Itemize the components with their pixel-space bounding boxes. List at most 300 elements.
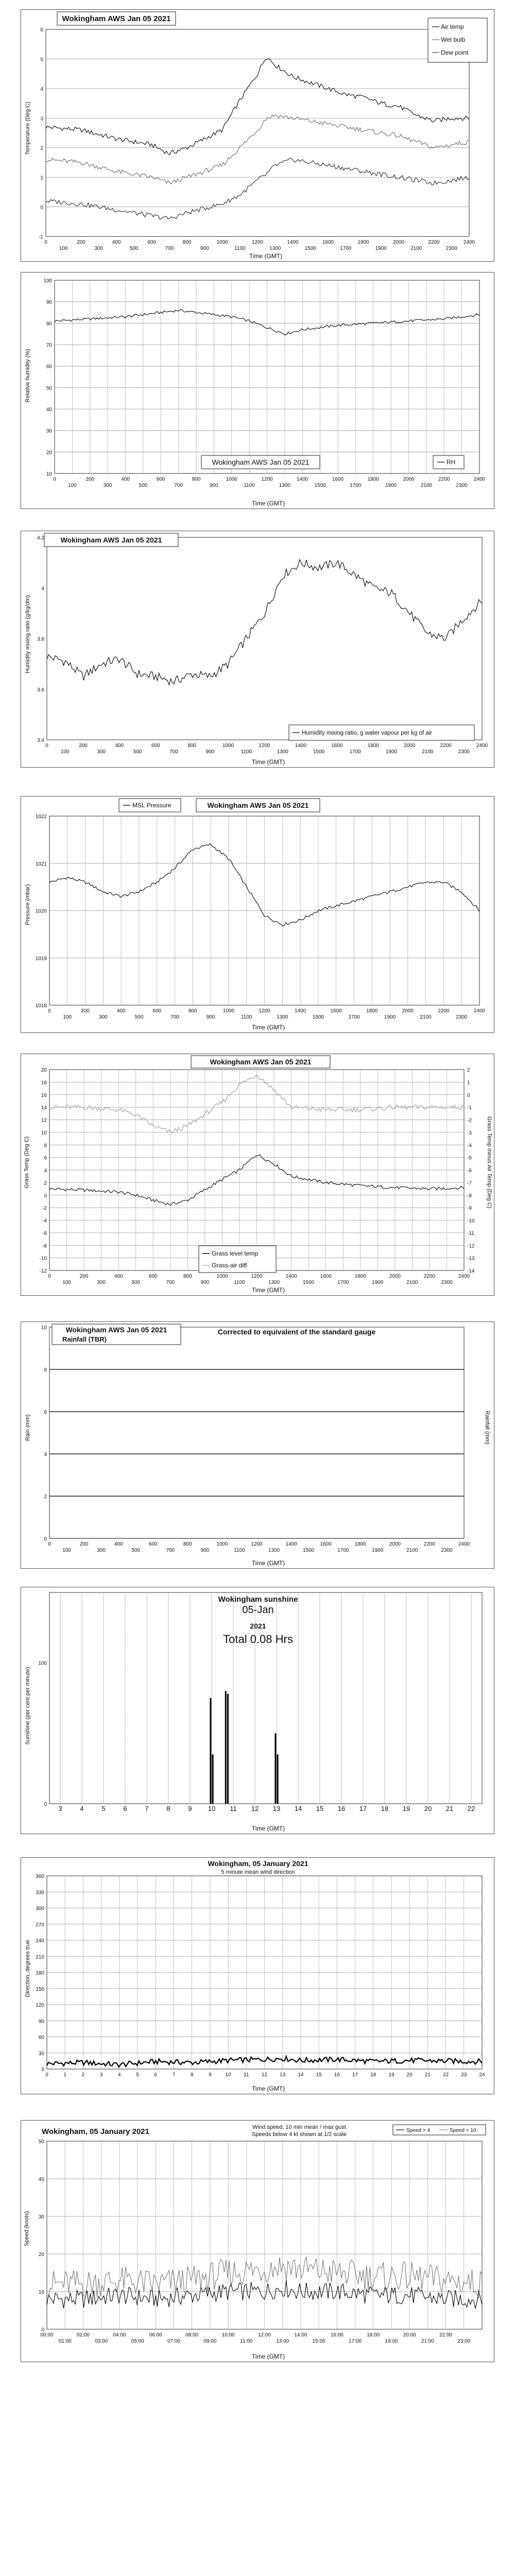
direction-ytick-label: 60 (38, 2035, 44, 2041)
direction-chart-subtitle: 5 minute mean wind direction (221, 1869, 295, 1875)
sunshine-xtick-label: 4 (80, 1805, 84, 1812)
grass-y2tick-label: -4 (467, 1143, 472, 1149)
mixing-xtick-label: 900 (205, 749, 215, 755)
sunshine-xtick-label: 22 (467, 1805, 475, 1812)
rain-xtick-label: 1100 (234, 1548, 245, 1553)
rain-xtick-label: 1900 (372, 1548, 384, 1553)
grass-xtick-label: 200 (79, 1274, 89, 1279)
temperature-legend-dew: Dew point (441, 49, 469, 56)
humidity-ytick-label: 80 (46, 321, 52, 327)
pressure-chart-title: Wokingham AWS Jan 05 2021 (207, 801, 309, 809)
mixing-ytick-label: 3.8 (37, 636, 44, 642)
temperature-xtick-label: 1600 (322, 240, 334, 245)
rain-yticks (41, 1325, 47, 1542)
grass-ytick-label: 18 (41, 1080, 47, 1086)
mixing-xtick-label: 500 (133, 749, 142, 755)
direction-yticks (36, 1874, 44, 2073)
humidity-xtick-label: 2300 (456, 483, 468, 488)
sunshine-xtick-label: 18 (381, 1805, 389, 1812)
mixing-xtick-label: 2000 (404, 743, 416, 749)
grass-y2tick-label: 1 (467, 1080, 470, 1086)
pressure-ytick-label: 1019 (35, 956, 47, 962)
pressure-legend: MSL Pressure (132, 802, 171, 809)
rain-xtick-label: 1700 (337, 1548, 349, 1553)
direction-xtick-label: 18 (370, 2072, 376, 2078)
sunshine-ytick-label: 100 (38, 1660, 47, 1667)
humidity-ytick-label: 70 (46, 343, 52, 348)
temperature-xtick-label: 1100 (234, 246, 246, 251)
wind-ytick-label: 50 (38, 2139, 44, 2145)
temperature-xtick-label: 700 (165, 246, 174, 251)
mixing-xtick-label: 1400 (295, 743, 307, 749)
rain-xtick-label: 2200 (423, 1541, 436, 1547)
temperature-xtick-label: 1700 (340, 246, 352, 251)
grass-xtick-label: 900 (200, 1280, 210, 1285)
grass-y2tick-label: -6 (467, 1168, 472, 1174)
pressure-grid (49, 816, 479, 1005)
grass-xtick-label: 2200 (423, 1274, 436, 1279)
sunshine-yticks (38, 1661, 47, 1807)
wind-xtick-label: 22:00 (439, 2332, 453, 2338)
direction-chart (21, 1857, 494, 2094)
pressure-xtick-label: 1000 (222, 1008, 235, 1014)
grass-xtick-label: 2400 (458, 1274, 470, 1279)
temperature-xtick-label: 2000 (392, 240, 405, 245)
mixing-xtick-label: 1200 (259, 743, 270, 749)
pressure-xtick-label: 0 (48, 1008, 51, 1014)
pressure-xtick-label: 800 (188, 1008, 197, 1014)
rain-note: Corrected to equivalent of the standard gauge (217, 1328, 376, 1336)
direction-xtick-label: 2 (81, 2072, 85, 2078)
wind-xtick-label: 14:00 (294, 2332, 307, 2338)
direction-xtick-label: 22 (443, 2072, 449, 2078)
direction-ytick-label: 240 (36, 1938, 44, 1944)
mixing-ytick-label: 4.2 (37, 535, 44, 541)
pressure-xtick-label: 100 (63, 1014, 72, 1020)
grass-y2tick-label: 0 (467, 1092, 470, 1098)
mixing-chart (21, 531, 494, 768)
mixing-series (47, 560, 482, 685)
sunshine-chart-svg (21, 1587, 495, 1835)
direction-xtick-label: 17 (352, 2072, 358, 2078)
temperature-plot-frame (46, 29, 469, 236)
temperature-series-line-air-temp (46, 58, 469, 155)
direction-xtick-label: 3 (99, 2072, 103, 2078)
rain-ylabel: Rain (mm) (25, 1414, 31, 1441)
direction-xtick-label: 21 (424, 2072, 431, 2078)
pressure-xtick-label: 1600 (330, 1008, 342, 1014)
humidity-ytick-label: 10 (46, 471, 52, 477)
direction-ytick-label: 0 (41, 2067, 44, 2073)
wind-ytick-label: 40 (38, 2177, 44, 2182)
humidity-xtick-label: 200 (85, 477, 95, 482)
wind-ylabel: Speed (knots) (24, 2211, 30, 2247)
humidity-ytick-label: 90 (46, 299, 52, 306)
temperature-xlabel: Time (GMT) (249, 252, 283, 260)
humidity-xtick-label: 1700 (350, 483, 362, 488)
grass-xtick-label: 2300 (441, 1280, 453, 1285)
rain-xlabel: Time (GMT) (251, 1560, 285, 1567)
direction-xtick-label: 0 (45, 2072, 48, 2078)
sunshine-xtick-label: 11 (230, 1805, 237, 1812)
temperature-xtick-label: 1000 (216, 240, 228, 245)
grass-xtick-label: 800 (183, 1274, 192, 1279)
mixing-xtick-label: 1500 (313, 749, 325, 755)
grass-xtick-label: 2000 (389, 1274, 401, 1279)
wind-xlabel: Time (GMT) (251, 2353, 285, 2360)
rain-xtick-label: 2100 (406, 1548, 418, 1553)
rain-chart-title: Wokingham AWS Jan 05 2021 (65, 1326, 167, 1334)
grass-ytick-label: -8 (42, 1243, 47, 1249)
sunshine-total: Total 0.08 Hrs (223, 1633, 293, 1646)
direction-xtick-label: 16 (334, 2072, 340, 2078)
grass-ytick-label: 8 (44, 1143, 47, 1149)
rain-xtick-label: 700 (166, 1548, 175, 1553)
wind-chart (21, 2120, 494, 2362)
temperature-xtick-label: 400 (112, 240, 121, 245)
temperature-chart-svg (21, 10, 495, 262)
rain-xtick-label: 0 (48, 1541, 51, 1547)
grass-xtick-label: 400 (114, 1274, 123, 1279)
grass-ytick-label: 6 (44, 1155, 47, 1161)
pressure-xtick-label: 300 (99, 1014, 108, 1020)
temperature-series-line-wet-bulb (46, 115, 469, 184)
humidity-grid (55, 280, 479, 473)
temperature-xtick-label: 1500 (304, 246, 316, 251)
direction-xtick-label: 24 (479, 2072, 485, 2078)
humidity-xtick-label: 300 (103, 483, 112, 488)
wind-xtick-label: 04:00 (113, 2332, 126, 2338)
sunshine-xtick-label: 3 (58, 1805, 62, 1812)
humidity-xtick-label: 2000 (403, 477, 415, 482)
pressure-yticks (36, 814, 47, 1009)
direction-xtick-label: 9 (209, 2072, 212, 2078)
humidity-xtick-label: 1100 (244, 483, 255, 488)
wind-xtick-label: 06:00 (149, 2332, 162, 2338)
wind-yticks (39, 2139, 45, 2333)
wind-ytick-label: 20 (38, 2252, 44, 2258)
sunshine-bar (277, 1754, 279, 1804)
mixing-xtick-label: 1700 (349, 749, 361, 755)
pressure-chart (21, 796, 494, 1033)
humidity-xtick-label: 1400 (297, 477, 308, 482)
wind-xtick-label: 07:00 (167, 2338, 180, 2344)
temperature-xtick-label: 1200 (251, 240, 264, 245)
humidity-ytick-label: 100 (43, 278, 52, 284)
direction-xtick-label: 5 (136, 2072, 139, 2078)
humidity-xtick-label: 1500 (314, 483, 326, 488)
grass-ytick-label: 20 (41, 1067, 47, 1073)
rain-xtick-label: 1800 (354, 1541, 366, 1547)
mixing-xtick-label: 2400 (476, 743, 488, 749)
grass-ytick-label: 2 (44, 1180, 47, 1187)
pressure-chart-svg (21, 796, 495, 1033)
grass-ytick-label: -12 (39, 1268, 47, 1274)
pressure-xtick-label: 200 (81, 1008, 90, 1014)
humidity-ylabel: Relative humidity (%) (25, 349, 31, 402)
wind-xtick-label: 05:00 (131, 2338, 144, 2344)
grass-xtick-label: 700 (166, 1280, 175, 1285)
rain-xtick-label: 1300 (268, 1548, 280, 1553)
grass-ytick-label: 16 (41, 1092, 47, 1098)
grass-xtick-label: 1100 (234, 1280, 245, 1285)
grass-y2tick-label: -1 (467, 1105, 472, 1111)
pressure-ytick-label: 1018 (35, 1003, 47, 1009)
sunshine-ytick-label: 0 (44, 1802, 47, 1807)
grass-y2label: Grass Temp minus Air Temp (Deg C) (486, 1116, 492, 1209)
mixing-ylabel: Humidity mixing ratio (g/kg/dm) (25, 595, 31, 673)
grass-y2tick-label: -13 (467, 1256, 475, 1262)
grass-y2tick-label: -3 (467, 1130, 472, 1136)
temperature-xtick-label: 900 (200, 246, 209, 251)
rain-xtick-label: 100 (62, 1548, 71, 1553)
humidity-chart-svg (21, 273, 495, 510)
rain-xtick-label: 800 (183, 1541, 192, 1547)
grass-chart-title: Wokingham AWS Jan 05 2021 (210, 1058, 312, 1066)
grass-y2tick-label: -14 (467, 1268, 475, 1274)
wind-legend-2: Speed < 10 (450, 2128, 476, 2133)
rain-chart-svg (21, 1322, 495, 1569)
grass-xtick-label: 1500 (303, 1280, 315, 1285)
direction-xticks (45, 2072, 485, 2078)
temperature-ylabel: Temperature (Deg C) (25, 101, 31, 155)
rain-chart-subtitle: Rainfall (TBR) (62, 1335, 107, 1343)
pressure-ylabel: Pressure (mbar) (25, 884, 31, 925)
pressure-xtick-label: 2200 (438, 1008, 450, 1014)
rain-ytick-label: 6 (44, 1410, 47, 1415)
sunshine-bar (225, 1691, 227, 1804)
mixing-ytick-label: 4 (41, 586, 44, 592)
humidity-xtick-label: 2100 (420, 483, 432, 488)
rain-xtick-label: 1000 (216, 1541, 228, 1547)
mixing-xtick-label: 800 (187, 743, 197, 749)
mixing-xtick-label: 1800 (367, 743, 379, 749)
grass-xtick-label: 1400 (285, 1274, 297, 1279)
direction-xtick-label: 10 (225, 2072, 231, 2078)
mixing-plot-frame (47, 537, 482, 740)
mixing-xtick-label: 1900 (385, 749, 398, 755)
pressure-xtick-label: 900 (206, 1014, 215, 1020)
grass-ytick-label: -6 (42, 1230, 47, 1236)
grass-ytick-label: -4 (42, 1218, 47, 1224)
sunshine-xtick-label: 7 (145, 1805, 149, 1812)
sunshine-chart-title: Wokingham sunshine (218, 1595, 298, 1604)
wind-xtick-label: 00:00 (40, 2332, 54, 2338)
grass-ytick-label: 10 (41, 1130, 47, 1136)
grass-y2tick-label: -9 (467, 1206, 472, 1212)
wind-xtick-label: 03:00 (95, 2338, 108, 2344)
temperature-xticks (44, 240, 475, 251)
sunshine-xtick-label: 10 (208, 1805, 216, 1812)
temperature-xtick-label: 1800 (357, 240, 369, 245)
pressure-xtick-label: 2400 (473, 1008, 486, 1014)
temperature-xtick-label: 500 (129, 246, 139, 251)
pressure-xtick-label: 1700 (348, 1014, 360, 1020)
sunshine-chart (21, 1587, 494, 1834)
temperature-xtick-label: 2400 (463, 240, 475, 245)
wind-subtitle-2: Speeds below 4 kt shown at 1/2 scale (251, 2131, 347, 2138)
sunshine-date: 05-Jan (242, 1604, 274, 1616)
direction-ytick-label: 210 (36, 1954, 44, 1960)
temperature-ytick-label: 0 (40, 205, 43, 211)
sunshine-xtick-label: 13 (272, 1805, 281, 1812)
pressure-xtick-label: 2100 (420, 1014, 432, 1020)
grass-xtick-label: 1200 (251, 1274, 263, 1279)
temperature-ytick-label: 2 (40, 145, 43, 151)
sunshine-xtick-label: 6 (123, 1805, 127, 1812)
humidity-xtick-label: 500 (139, 483, 148, 488)
humidity-xticks (53, 477, 485, 488)
pressure-xtick-label: 1800 (366, 1008, 378, 1014)
rain-ytick-label: 10 (41, 1325, 47, 1331)
mixing-grid (47, 537, 482, 740)
grass-xtick-label: 1900 (372, 1280, 384, 1285)
wind-legend-1: Speed > 4 (406, 2128, 430, 2133)
humidity-xtick-label: 1800 (367, 477, 379, 482)
grass-ytick-label: 4 (44, 1168, 47, 1174)
temperature-xtick-label: 2100 (410, 246, 422, 251)
grass-chart-svg (21, 1054, 495, 1296)
temperature-legend-air: Air temp (441, 23, 464, 30)
wind-xtick-label: 18:00 (367, 2332, 380, 2338)
direction-xtick-label: 19 (388, 2072, 394, 2078)
wind-ytick-label: 0 (41, 2327, 44, 2333)
sunshine-xtick-label: 9 (188, 1805, 192, 1812)
mixing-chart-title: Wokingham AWS Jan 05 2021 (60, 536, 162, 544)
rain-plot-frame (49, 1327, 464, 1538)
humidity-xtick-label: 0 (53, 477, 56, 482)
pressure-xtick-label: 400 (116, 1008, 126, 1014)
mixing-xtick-label: 1000 (222, 743, 234, 749)
mixing-xtick-label: 2200 (440, 743, 452, 749)
grass-ytick-label: -2 (42, 1206, 47, 1212)
temperature-legend-wet: Wet bulb (441, 36, 466, 43)
mixing-ytick-label: 3.4 (37, 738, 44, 743)
sunshine-xtick-label: 14 (294, 1805, 302, 1812)
temperature-ytick-label: 3 (40, 116, 43, 122)
mixing-series-line-humidity-mixing-ratio-g-water-vapour-per-kg-of-air (47, 560, 482, 685)
rain-xtick-label: 2400 (458, 1541, 470, 1547)
humidity-xtick-label: 1200 (261, 477, 273, 482)
pressure-xtick-label: 1300 (277, 1014, 288, 1020)
sunshine-xticks (58, 1805, 475, 1812)
grass-xticks (48, 1274, 470, 1285)
pressure-xtick-label: 700 (170, 1014, 179, 1020)
rain-xtick-label: 1500 (303, 1548, 315, 1553)
wind-xtick-label: 02:00 (76, 2332, 90, 2338)
rain-xtick-label: 900 (200, 1548, 210, 1553)
direction-ytick-label: 270 (36, 1922, 44, 1928)
humidity-xtick-label: 1000 (226, 477, 237, 482)
humidity-xtick-label: 100 (68, 483, 77, 488)
temperature-xtick-label: 300 (94, 246, 104, 251)
mixing-legend: Humidity mixing ratio, g water vapour per kg of air (302, 730, 433, 736)
grass-y2tick-label: -11 (467, 1230, 474, 1236)
humidity-xtick-label: 2200 (438, 477, 450, 482)
humidity-xlabel: Time (GMT) (251, 500, 285, 507)
sunshine-xtick-label: 12 (251, 1805, 259, 1812)
direction-xtick-label: 1 (63, 2072, 66, 2078)
humidity-yticks (43, 278, 52, 477)
pressure-xtick-label: 1400 (294, 1008, 306, 1014)
grass-ylabel: Grass Temp (Deg C) (24, 1136, 30, 1189)
temperature-chart-title: Wokingham AWS Jan 05 2021 (62, 14, 171, 23)
temperature-ytick-label: 1 (40, 175, 43, 181)
pressure-xtick-label: 1200 (259, 1008, 270, 1014)
rain-xticks (48, 1541, 470, 1553)
wind-xticks (40, 2332, 470, 2344)
mixing-xtick-label: 1300 (277, 749, 288, 755)
temperature-xtick-label: 1300 (269, 246, 281, 251)
mixing-ytick-label: 3.6 (37, 687, 44, 693)
humidity-xtick-label: 900 (210, 483, 218, 488)
mixing-yticks (37, 535, 44, 743)
grass-xtick-label: 1000 (216, 1274, 228, 1279)
humidity-legend-rh: RH (447, 459, 456, 466)
direction-ytick-label: 90 (38, 2019, 44, 2025)
rain-xtick-label: 1200 (251, 1541, 263, 1547)
sunshine-series (210, 1691, 278, 1804)
wind-chart-title: Wokingham, 05 January 2021 (42, 2127, 149, 2136)
sunshine-bar (274, 1733, 276, 1804)
grass-xtick-label: 0 (48, 1274, 51, 1279)
rain-xtick-label: 300 (97, 1548, 106, 1553)
pressure-xtick-label: 1500 (312, 1014, 324, 1020)
wind-xtick-label: 19:00 (385, 2338, 398, 2344)
humidity-xtick-label: 1900 (385, 483, 397, 488)
mixing-xtick-label: 0 (45, 743, 48, 749)
pressure-xlabel: Time (GMT) (251, 1024, 285, 1031)
sunshine-bar (227, 1694, 229, 1804)
rain-xtick-label: 500 (131, 1548, 141, 1553)
rain-grid (49, 1327, 464, 1538)
grass-y2tick-label: -10 (467, 1218, 475, 1224)
rain-xtick-label: 600 (148, 1541, 158, 1547)
wind-xtick-label: 15:00 (312, 2338, 325, 2344)
grass-xtick-label: 1300 (268, 1280, 280, 1285)
sunshine-xtick-label: 5 (101, 1805, 106, 1812)
direction-xtick-label: 13 (280, 2072, 286, 2078)
grass-ytick-label: 12 (41, 1117, 47, 1124)
wind-chart-svg (21, 2121, 495, 2363)
humidity-ytick-label: 60 (46, 364, 52, 370)
pressure-xtick-label: 1100 (241, 1014, 252, 1020)
grass-xtick-label: 600 (148, 1274, 158, 1279)
pressure-xtick-label: 2000 (402, 1008, 414, 1014)
sunshine-xtick-label: 20 (424, 1805, 432, 1812)
sunshine-xtick-label: 19 (402, 1805, 410, 1812)
temperature-series-line-dew-point (46, 158, 469, 219)
direction-ytick-label: 300 (36, 1906, 44, 1912)
mixing-xtick-label: 1600 (331, 743, 343, 749)
mixing-xtick-label: 2100 (422, 749, 434, 755)
temperature-xtick-label: 800 (182, 240, 192, 245)
humidity-ytick-label: 40 (46, 407, 52, 413)
direction-xtick-label: 15 (316, 2072, 322, 2078)
temperature-xtick-label: 2300 (445, 246, 457, 251)
grass-y2tick-label: -5 (467, 1155, 472, 1161)
sunshine-xtick-label: 16 (337, 1805, 346, 1812)
rain-xtick-label: 400 (114, 1541, 123, 1547)
direction-xtick-label: 14 (298, 2072, 304, 2078)
mixing-xlabel: Time (GMT) (251, 758, 285, 766)
sunshine-bar (212, 1754, 214, 1804)
direction-ytick-label: 30 (38, 2050, 44, 2057)
rain-y2label: Rainfall (mm) (484, 1411, 490, 1445)
direction-xtick-label: 20 (406, 2072, 413, 2078)
temperature-xtick-label: 100 (59, 246, 68, 251)
rain-xtick-label: 1400 (285, 1541, 297, 1547)
